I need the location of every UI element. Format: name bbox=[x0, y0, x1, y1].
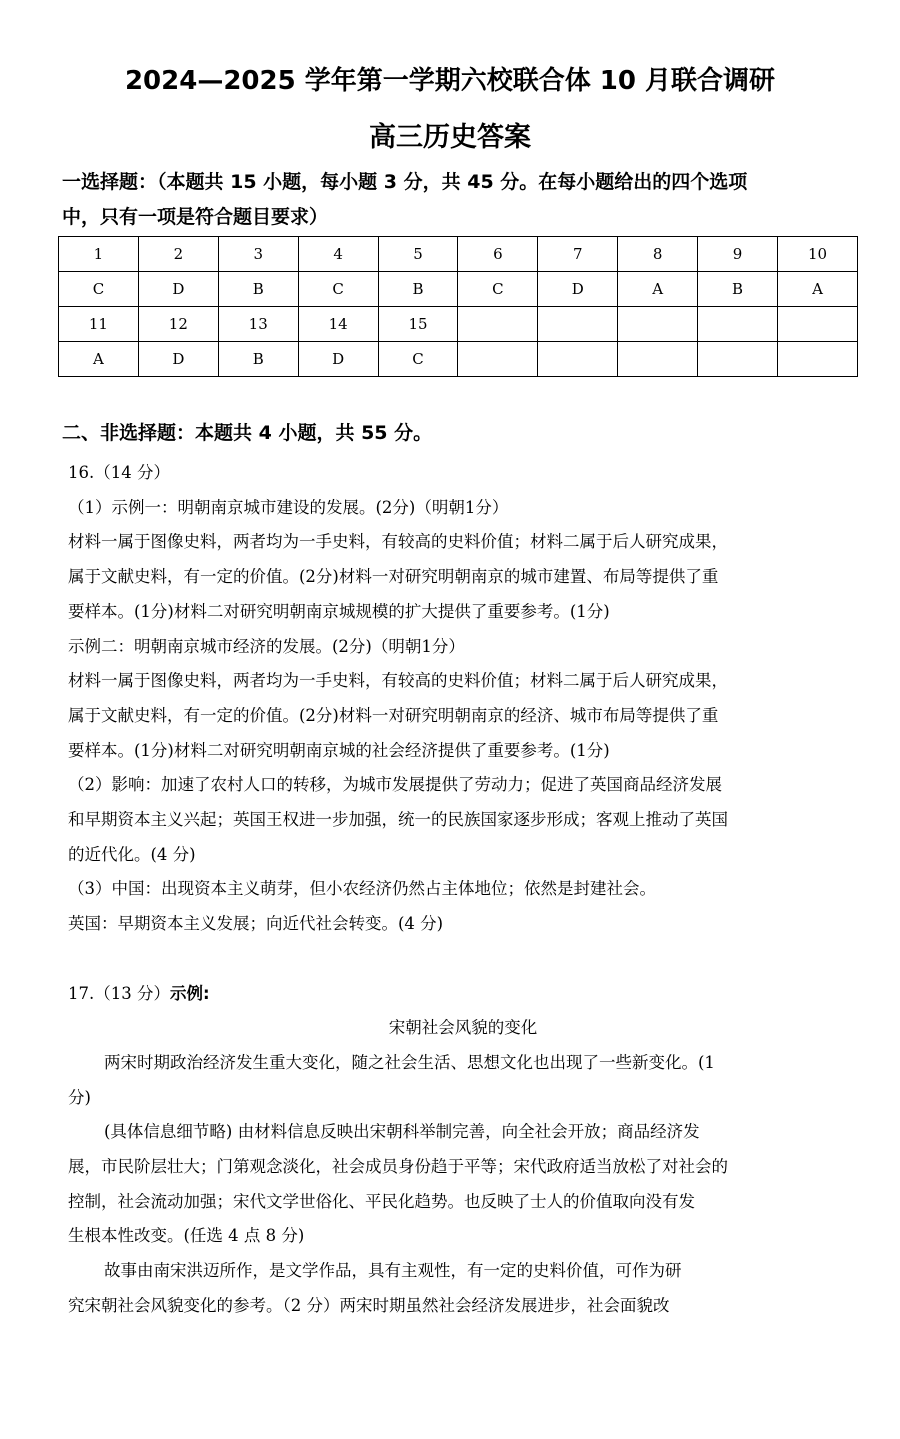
table-cell: C bbox=[59, 272, 139, 307]
table-cell: 2 bbox=[138, 237, 218, 272]
q16-line: 属于文献史料，有一定的价值。(2分)材料一对研究明朝南京的经济、城市布局等提供了重 bbox=[68, 705, 719, 725]
answer-table bbox=[58, 236, 858, 377]
section1-heading bbox=[62, 165, 747, 235]
q17-title-line bbox=[68, 977, 858, 1012]
exam-subtitle: 高三历史答案 bbox=[369, 122, 531, 153]
section2-heading: 二、非选择题：本题共 4 小题，共 55 分。 bbox=[62, 422, 433, 444]
q17-example-label: 示例: bbox=[169, 983, 210, 1003]
table-cell: C bbox=[378, 342, 458, 377]
table-cell: D bbox=[138, 272, 218, 307]
table-cell: 12 bbox=[138, 307, 218, 342]
q16-line: 属于文献史料，有一定的价值。(2分)材料一对研究明朝南京的城市建置、布局等提供了重 bbox=[68, 567, 719, 587]
table-cell bbox=[778, 307, 858, 342]
table-cell: B bbox=[378, 272, 458, 307]
table-cell bbox=[538, 342, 618, 377]
table-cell: 15 bbox=[378, 307, 458, 342]
q17-line: (具体信息细节略) 由材料信息反映出宋朝科举制完善，向全社会开放；商品经济发 bbox=[104, 1122, 700, 1142]
q16-line: 和早期资本主义兴起；英国王权进一步加强，统一的民族国家逐步形成；客观上推动了英国 bbox=[68, 810, 728, 830]
table-cell: 4 bbox=[298, 237, 378, 272]
q16-line: 要样本。(1分)材料二对研究明朝南京城的社会经济提供了重要参考。(1分) bbox=[68, 740, 610, 760]
table-cell: 13 bbox=[218, 307, 298, 342]
section1-heading-line1: 一选择题：（本题共 15 小题，每小题 3 分，共 45 分。在每小题给出的四个选项 bbox=[62, 171, 748, 193]
table-cell: A bbox=[59, 342, 139, 377]
table-cell: D bbox=[138, 342, 218, 377]
q17-line: 究宋朝社会风貌变化的参考。（2 分）两宋时期虽然社会经济发展进步，社会面貌改 bbox=[68, 1295, 670, 1315]
table-cell: 9 bbox=[698, 237, 778, 272]
q16-line: 材料一属于图像史料，两者均为一手史料，有较高的史料价值；材料二属于后人研究成果， bbox=[68, 671, 728, 691]
table-cell: 1 bbox=[59, 237, 139, 272]
q17-essay-heading: 宋朝社会风貌的变化 bbox=[388, 1018, 538, 1038]
table-cell: B bbox=[218, 342, 298, 377]
q17-line: 控制，社会流动加强；宋代文学世俗化、平民化趋势。也反映了士人的价值取向没有发 bbox=[68, 1191, 695, 1211]
q17-title: 17.（13 分） bbox=[68, 983, 170, 1003]
table-cell: 5 bbox=[378, 237, 458, 272]
table-cell: 14 bbox=[298, 307, 378, 342]
q16-line: （1）示例一：明朝南京城市建设的发展。(2分)（明朝1分） bbox=[68, 497, 509, 517]
table-cell: 6 bbox=[458, 237, 538, 272]
table-cell: B bbox=[698, 272, 778, 307]
q16-line: 材料一属于图像史料，两者均为一手史料，有较高的史料价值；材料二属于后人研究成果， bbox=[68, 532, 728, 552]
table-row bbox=[59, 307, 858, 342]
spacer bbox=[68, 942, 858, 977]
table-cell: D bbox=[538, 272, 618, 307]
table-cell: 8 bbox=[618, 237, 698, 272]
table-cell: C bbox=[458, 272, 538, 307]
table-cell bbox=[538, 307, 618, 342]
table-row bbox=[59, 272, 858, 307]
table-cell: D bbox=[298, 342, 378, 377]
table-cell bbox=[698, 342, 778, 377]
q17-line: 生根本性改变。(任选 4 点 8 分) bbox=[68, 1226, 305, 1246]
answer-body bbox=[68, 456, 858, 1324]
table-cell: B bbox=[218, 272, 298, 307]
q16-line: 英国：早期资本主义发展；向近代社会转变。(4 分) bbox=[68, 914, 444, 934]
q16-line: 的近代化。(4 分) bbox=[68, 844, 196, 864]
table-cell bbox=[458, 342, 538, 377]
section1-heading-line2: 中，只有一项是符合题目要求） bbox=[62, 206, 329, 228]
q16-line: 示例二：明朝南京城市经济的发展。(2分)（明朝1分） bbox=[68, 636, 465, 656]
table-cell: 11 bbox=[59, 307, 139, 342]
q16-line: （2）影响：加速了农村人口的转移，为城市发展提供了劳动力；促进了英国商品经济发展 bbox=[68, 775, 722, 795]
table-cell bbox=[618, 342, 698, 377]
table-cell: 7 bbox=[538, 237, 618, 272]
q17-line: 展，市民阶层壮大；门第观念淡化，社会成员身份趋于平等；宋代政府适当放松了对社会的 bbox=[68, 1157, 728, 1177]
table-row bbox=[59, 342, 858, 377]
q16-line: （3）中国：出现资本主义萌芽，但小农经济仍然占主体地位；依然是封建社会。 bbox=[68, 879, 656, 899]
table-cell bbox=[458, 307, 538, 342]
table-cell: C bbox=[298, 272, 378, 307]
q17-line: 故事由南宋洪迈所作，是文学作品，具有主观性，有一定的史料价值，可作为研 bbox=[104, 1261, 682, 1281]
table-cell: 3 bbox=[218, 237, 298, 272]
table-cell: 10 bbox=[778, 237, 858, 272]
q17-line: 分) bbox=[68, 1087, 91, 1107]
table-cell: A bbox=[778, 272, 858, 307]
table-cell: A bbox=[618, 272, 698, 307]
table-cell bbox=[618, 307, 698, 342]
table-cell bbox=[698, 307, 778, 342]
table-row bbox=[59, 237, 858, 272]
q16-title: 16.（14 分） bbox=[68, 463, 170, 482]
q17-line: 两宋时期政治经济发生重大变化，随之社会生活、思想文化也出现了一些新变化。(1 bbox=[104, 1052, 715, 1072]
exam-title: 2024—2025 学年第一学期六校联合体 10 月联合调研 bbox=[124, 66, 776, 96]
q16-line: 要样本。(1分)材料二对研究明朝南京城规模的扩大提供了重要参考。(1分) bbox=[68, 601, 610, 621]
table-cell bbox=[778, 342, 858, 377]
